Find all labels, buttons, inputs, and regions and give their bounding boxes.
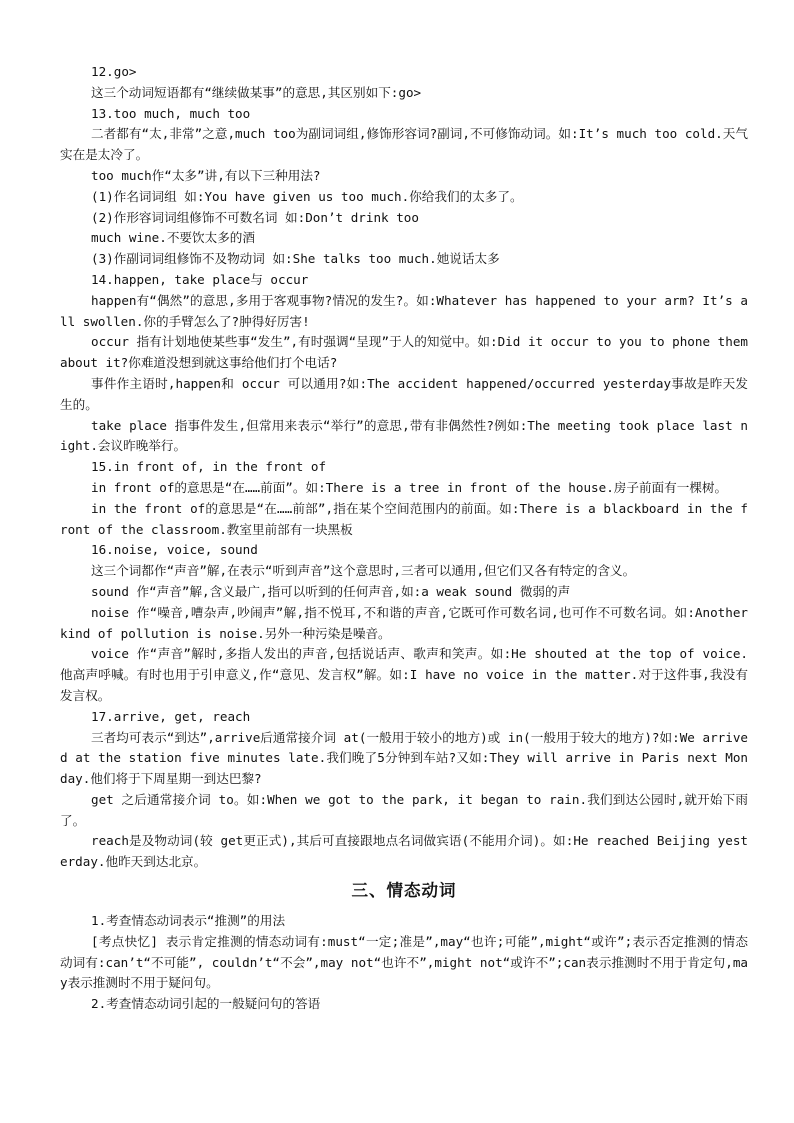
paragraph-modal-key-points: [考点快忆] 表示肯定推测的情态动词有:must“一定;准是”,may“也许;可能”,might“或许”;表示否定推测的情态动词有:can’t“不可能”, couldn’t“不会”,may not“也许不”,might not“或许不”;can表示推测时不用于肯定句,may表示推测时不用于疑问句。 [60,933,748,991]
paragraph-happen: happen有“偶然”的意思,多用于客观事物?情况的发生?。如:Whatever has happened to your arm? It’s all swollen.你的手臂怎么了?肿得好厉害! [60,292,748,329]
paragraph-modal-item-1: 1.考查情态动词表示“推测”的用法 [91,913,286,929]
section-word-differences [60,62,748,873]
paragraph-item-12-heading: 12.go> [91,64,137,79]
section-heading-modal-verbs: 三、情态动词 [351,881,457,901]
paragraph-voice: voice 作“声音”解时,多指人发出的声音,包括说话声、歌声和笑声。如:He shouted at the top of voice.他高声呼喊。有时也用于引申意义,作“意见、发言权”解。如:I have no voice in the matter.对于这件事,我没有发言权。 [60,646,748,703]
paragraph-reach: reach是及物动词(较 get更正式),其后可直接跟地点名词做宾语(不能用介词)。如:He reached Beijing yesterday.他昨天到达北京。 [60,833,748,870]
paragraph-get: get 之后通常接介词 to。如:When we got to the park, it began to rain.我们到达公园时,就开始下雨了。 [60,791,748,828]
paragraph-sound: sound 作“声音”解,含义最广,指可以听到的任何声音,如:a weak sound 微弱的声 [91,583,571,599]
paragraph-noise: noise 作“噪音,嘈杂声,吵闹声”解,指不悦耳,不和谐的声音,它既可作可数名词,也可作不可数名词。如:Another kind of pollution is noise.另外一种污染是噪音。 [60,604,748,641]
paragraph-too-much-usage-1: (1)作名词词组 如:You have given us too much.你给我们的太多了。 [91,188,523,204]
paragraph-item-12-desc: 这三个动词短语都有“继续做某事”的意思,其区别如下:go> [91,84,422,100]
paragraph-occur: occur 指有计划地使某些事“发生”,有时强调“呈现”于人的知觉中。如:Did it occur to you to phone them about it?你难道没想到就这事给他们打个电话? [60,334,748,371]
paragraph-too-much-intro: too much作“太多”讲,有以下三种用法? [91,167,321,183]
paragraph-in-front-of: in front of的意思是“在……前面”。如:There is a tree in front of the house.房子前面有一棵树。 [91,479,728,495]
paragraph-much-too: 二者都有“太,非常”之意,much too为副词词组,修饰形容词?副词,不可修饰动词。如:It’s much too cold.天气实在是太冷了。 [60,126,748,163]
paragraph-in-the-front-of: in the front of的意思是“在……前部”,指在某个空间范围内的前面。如:There is a blackboard in the front of the classroom.教室里前部有一块黑板 [60,500,748,537]
paragraph-item-17-heading: 17.arrive, get, reach [91,708,251,724]
paragraph-take-place: take place 指事件发生,但常用来表示“举行”的意思,带有非偶然性?例如:The meeting took place last night.会议昨晚举行。 [60,417,748,454]
paragraph-item-15-heading: 15.in front of, in the front of [91,459,327,475]
paragraph-item-14-heading: 14.happen, take place与 occur [91,271,309,287]
paragraph-sound-words-intro: 这三个词都作“声音”解,在表示“听到声音”这个意思时,三者可以通用,但它们又各有特定的含义。 [91,563,636,579]
section-modal-verbs [60,911,748,1015]
paragraph-item-16-heading: 16.noise, voice, sound [91,542,258,558]
paragraph-too-much-usage-2-cont: much wine.不要饮太多的酒 [91,230,255,246]
paragraph-arrive: 三者均可表示“到达”,arrive后通常接介词 at(一般用于较小的地方)或 in(一般用于较大的地方)?如:We arrived at the station five minutes late.我们晚了5分钟到车站?又如:They will arrive in Paris next Monday.他们将于下周星期一到达巴黎? [60,729,748,787]
paragraph-modal-item-2: 2.考查情态动词引起的一般疑问句的答语 [91,996,321,1012]
paragraph-happen-occur-common: 事件作主语时,happen和 occur 可以通用?如:The accident happened/occurred yesterday事故是昨天发生的。 [60,375,748,412]
paragraph-item-13-heading: 13.too much, much too [91,105,251,121]
paragraph-too-much-usage-2: (2)作形容词词组修饰不可数名词 如:Don’t drink too [91,209,419,225]
paragraph-too-much-usage-3: (3)作副词词组修饰不及物动词 如:She talks too much.她说话太多 [91,251,500,267]
